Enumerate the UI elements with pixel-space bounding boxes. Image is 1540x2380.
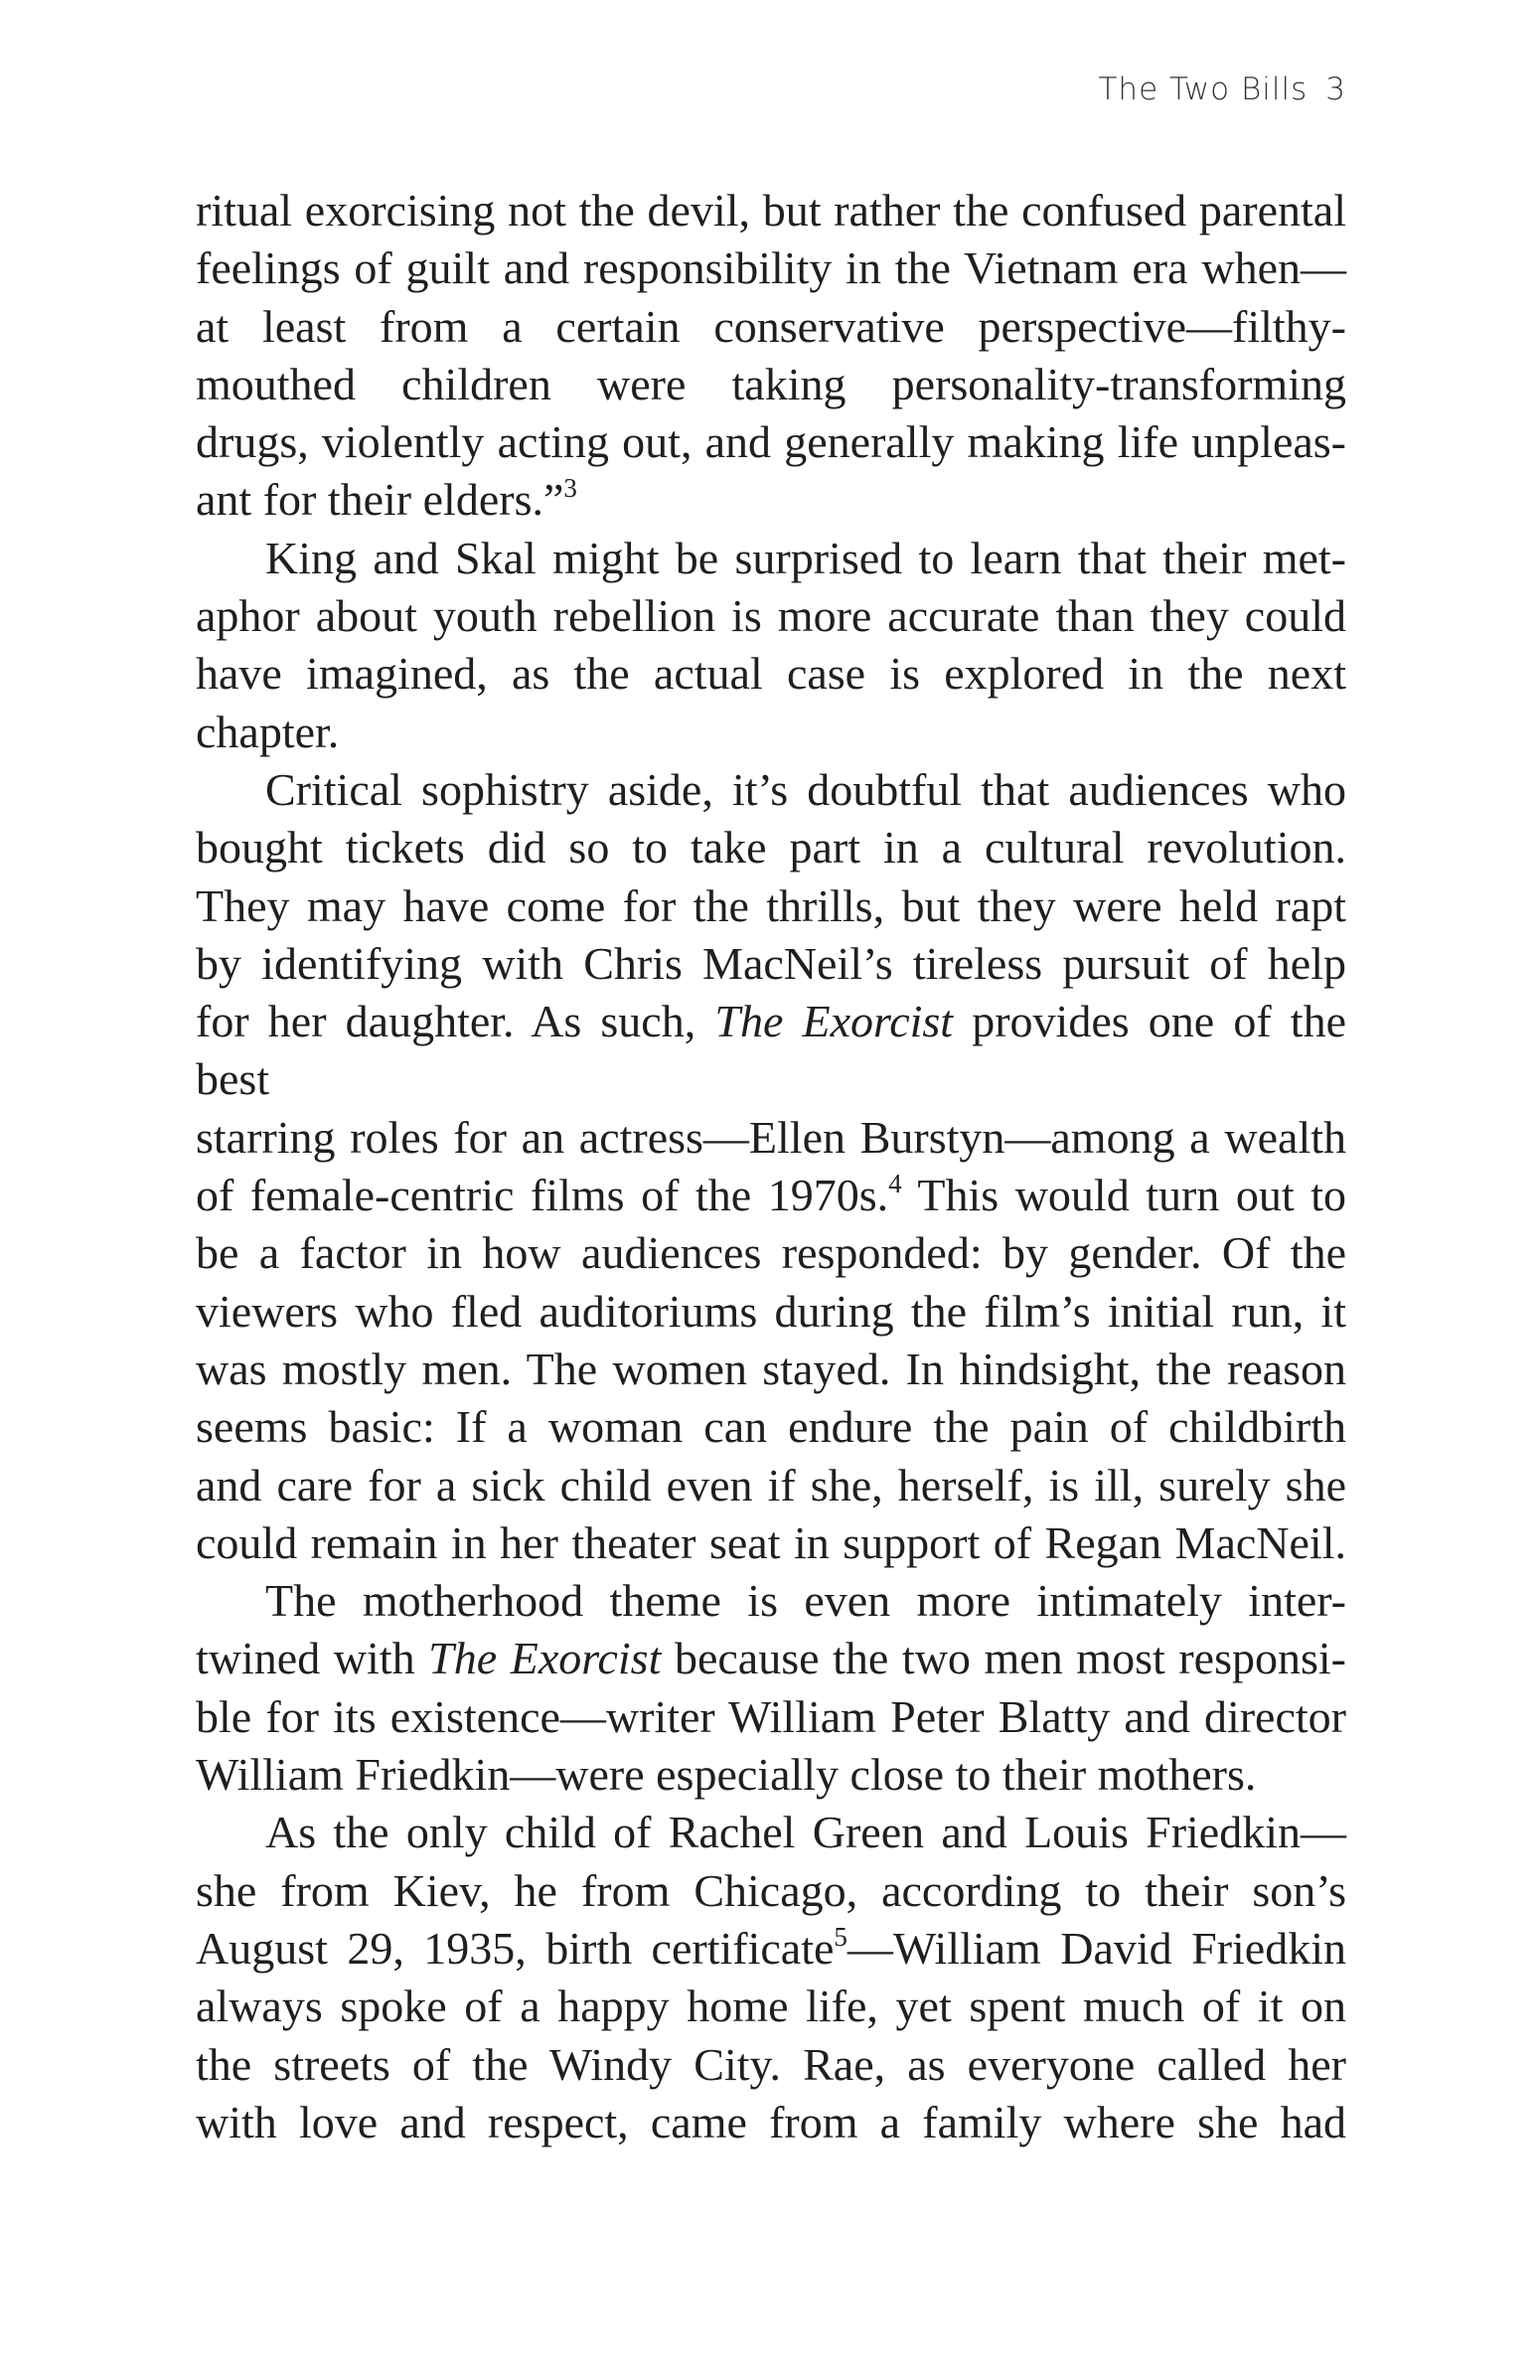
text-line: with love and respect, came from a family where she had — [196, 2096, 1346, 2147]
text-line: and care for a sick child even if she, herself, is ill, surely she — [196, 1459, 1346, 1510]
text-line: As the only child of Rachel Green and Louis Friedkin— — [265, 1807, 1346, 1858]
text-fragment: —William David Friedkin — [847, 1922, 1346, 1974]
footnote-ref: 3 — [563, 473, 577, 504]
paragraph-3 — [196, 761, 1346, 1572]
running-head — [1098, 72, 1346, 107]
text-line — [196, 1920, 1346, 1978]
text-line: They may have come for the thrills, but they were held rapt — [196, 879, 1346, 931]
text-line: chapter. — [196, 706, 340, 757]
text-line: she from Kiev, he from Chicago, according to their son’s — [196, 1864, 1346, 1916]
paragraph-5 — [196, 1804, 1346, 2151]
body-text — [196, 182, 1346, 2151]
text-line: aphor about youth rebellion is more accurate than they could — [196, 590, 1346, 642]
text-line: mouthed children were taking personality-transforming — [196, 358, 1346, 409]
text-fragment: for her daughter. As such, — [196, 996, 715, 1047]
book-title: The Exorcist — [714, 996, 954, 1047]
paragraph-4 — [196, 1572, 1346, 1804]
text-line: have imagined, as the actual case is explored in the next — [196, 648, 1346, 700]
text-fragment: This would turn out to — [901, 1170, 1347, 1221]
page-number: 3 — [1325, 72, 1346, 107]
text-line: Critical sophistry aside, it’s doubtful that audiences who — [265, 763, 1346, 815]
text-fragment: provides one of the best — [196, 996, 1346, 1105]
running-head-title: The Two Bills — [1098, 72, 1309, 107]
text-line: drugs, violently acting out, and generally making life unpleas- — [196, 416, 1346, 468]
text-line: at least from a certain conservative perspective—filthy- — [196, 300, 1346, 352]
text-line: was mostly men. The women stayed. In hindsight, the reason — [196, 1343, 1346, 1394]
text-line: starring roles for an actress—Ellen Burstyn—among a wealth — [196, 1111, 1346, 1163]
book-title: The Exorcist — [428, 1633, 662, 1684]
text-line — [196, 471, 1346, 529]
text-fragment: twined with — [196, 1633, 429, 1684]
text-fragment: because the two men most responsi- — [661, 1633, 1346, 1684]
text-line: bought tickets did so to take part in a cultural revolution. — [196, 822, 1346, 873]
text-line: ble for its existence—writer William Peter Blatty and director — [196, 1690, 1346, 1742]
text-line: viewers who fled auditoriums during the film’s initial run, it — [196, 1285, 1346, 1337]
text-fragment: August 29, 1935, birth certificate — [196, 1922, 835, 1974]
text-line: by identifying with Chris MacNeil’s tireless pursuit of help — [196, 937, 1346, 989]
text-line: be a factor in how audiences responded: by gender. Of the — [196, 1227, 1346, 1279]
text-line: seems basic: If a woman can endure the pain of childbirth — [196, 1401, 1346, 1453]
text-line: feelings of guilt and responsibility in the Vietnam era when— — [196, 242, 1346, 294]
text-fragment: of female-centric films of the 1970s. — [196, 1170, 889, 1221]
text-line: The motherhood theme is even more intimately inter- — [265, 1575, 1346, 1627]
text-line: always spoke of a happy home life, yet spent much of it on — [196, 1981, 1346, 2032]
footnote-ref: 4 — [888, 1169, 902, 1199]
text-fragment: ant for their elders.” — [196, 474, 564, 526]
footnote-ref: 5 — [834, 1921, 847, 1952]
paragraph-2 — [196, 530, 1346, 761]
text-line: King and Skal might be surprised to learn that their met- — [265, 532, 1346, 583]
text-line — [196, 1630, 1346, 1687]
text-line: could remain in her theater seat in support of Regan MacNeil. — [196, 1516, 1346, 1568]
text-line — [196, 993, 1346, 1109]
text-line: William Friedkin—were especially close to their mothers. — [196, 1749, 1257, 1801]
paragraph-1 — [196, 182, 1346, 530]
text-line: ritual exorcising not the devil, but rather the confused parental — [196, 185, 1346, 236]
text-line — [196, 1167, 1346, 1224]
text-line: the streets of the Windy City. Rae, as everyone called her — [196, 2038, 1346, 2090]
